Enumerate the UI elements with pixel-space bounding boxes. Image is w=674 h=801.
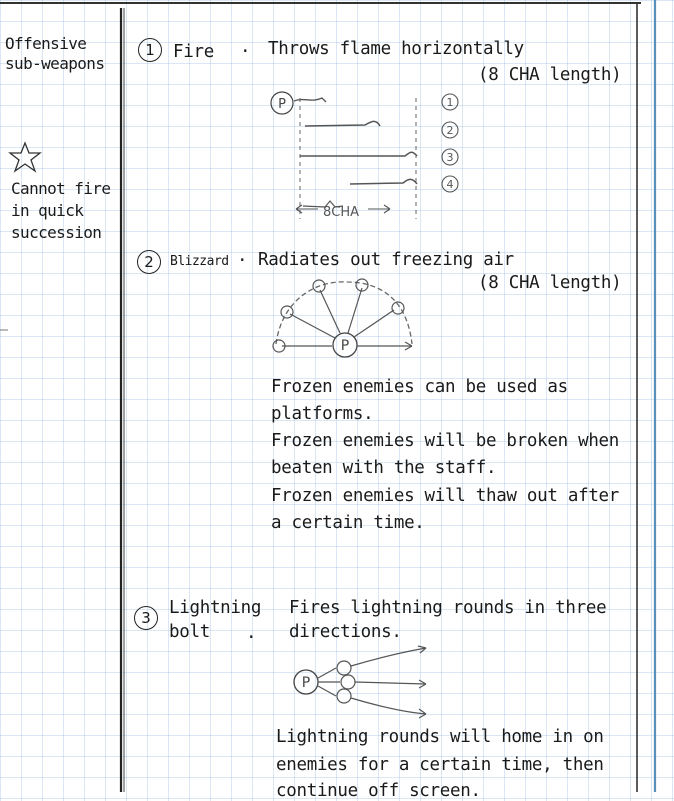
weapon-description: Radiates out freezing air xyxy=(258,250,514,270)
weapon-number-badge: 3 xyxy=(134,606,158,630)
weapon-number-badge: 1 xyxy=(138,38,162,62)
weapon-note: enemies for a certain time, then xyxy=(276,755,604,775)
blizzard-sketch xyxy=(262,274,432,364)
category-note-line2: in quick xyxy=(11,201,84,220)
weapon-name-blizzard: Blizzard xyxy=(170,254,229,269)
weapon-name-lightning: Lightning xyxy=(169,598,262,618)
weapon-note: beaten with the staff. xyxy=(271,458,497,478)
weapon-note: platforms. xyxy=(271,404,374,424)
level-label: 1 xyxy=(446,96,454,109)
weapon-number-badge: 2 xyxy=(137,250,161,274)
weapon-description: Throws flame horizontally xyxy=(268,39,524,59)
category-note-line3: succession xyxy=(11,223,102,242)
weapon-description: directions. xyxy=(289,622,402,642)
category-title-line2: sub-weapons xyxy=(5,54,105,73)
star-icon xyxy=(8,141,42,173)
player-label: P xyxy=(278,97,286,112)
weapon-range: (8 CHA length) xyxy=(478,273,622,293)
bullet-dot: · xyxy=(240,42,251,62)
range-label: 8CHA xyxy=(323,205,360,220)
weapon-name-fire: Fire xyxy=(173,42,214,62)
level-label: 3 xyxy=(446,151,454,164)
weapon-note: Frozen enemies will be broken when xyxy=(271,431,620,451)
weapon-name-lightning: bolt xyxy=(169,622,210,642)
level-label: 2 xyxy=(446,124,454,137)
weapon-note: a certain time. xyxy=(271,513,425,533)
category-title-line1: Offensive xyxy=(5,34,87,53)
weapon-note: Frozen enemies can be used as xyxy=(271,377,568,397)
category-note-line1: Cannot fire xyxy=(11,179,111,198)
weapon-range: (8 CHA length) xyxy=(478,65,622,85)
bullet-dot: · xyxy=(246,628,257,648)
player-label: P xyxy=(340,338,350,354)
weapon-note: Frozen enemies will thaw out after xyxy=(271,486,620,506)
bullet-dot: · xyxy=(237,251,248,271)
lightning-sketch xyxy=(288,644,438,724)
level-label: 4 xyxy=(446,178,454,191)
weapon-note: Lightning rounds will home in on xyxy=(276,727,604,747)
weapon-description: Fires lightning rounds in three xyxy=(289,598,607,618)
fire-sketch xyxy=(260,84,460,224)
player-label: P xyxy=(301,675,311,691)
weapon-note: continue off screen. xyxy=(276,781,481,801)
